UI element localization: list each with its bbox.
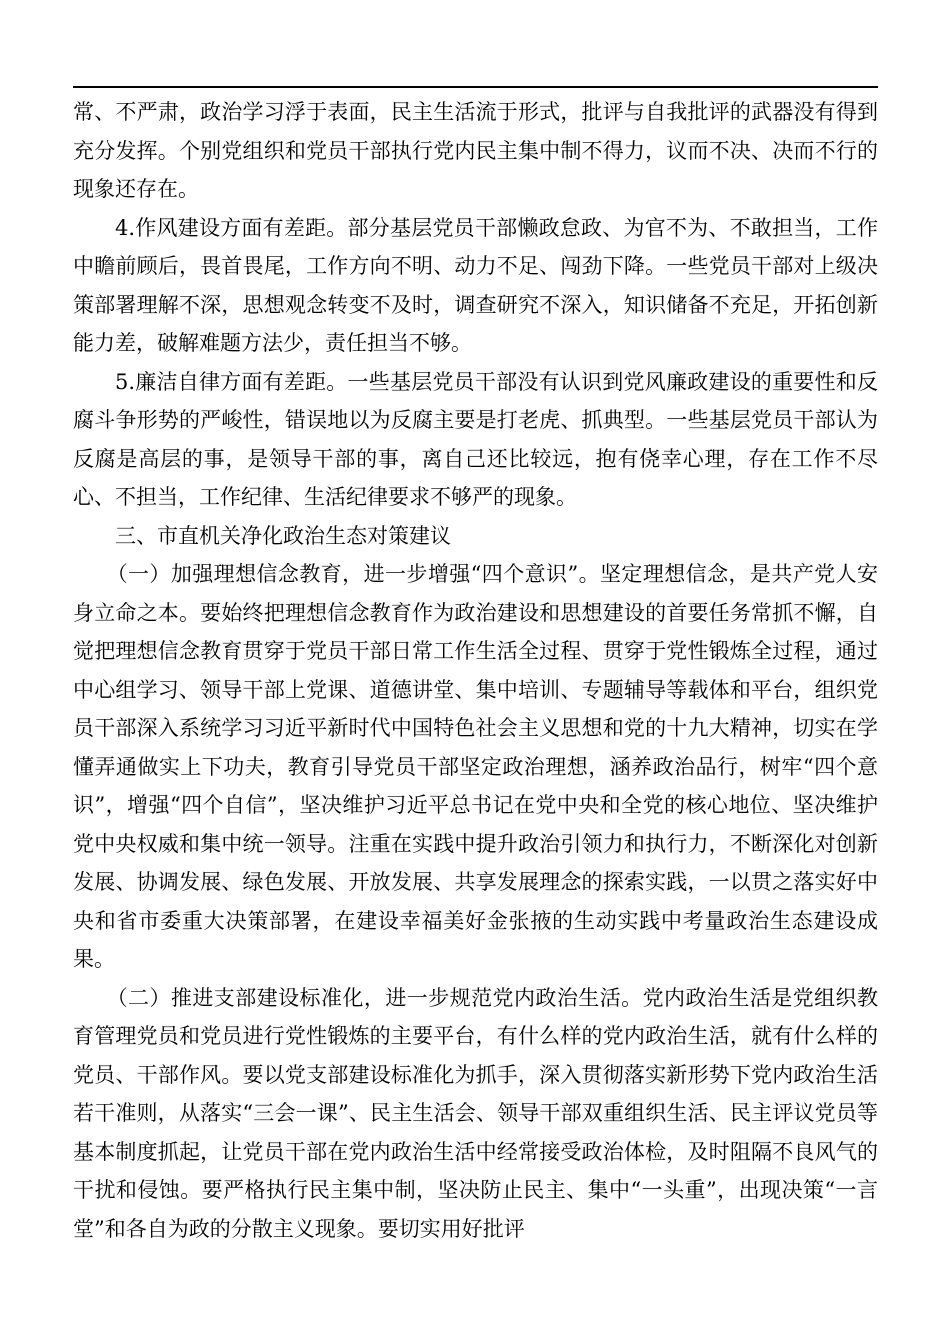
paragraph-item-4: 4.作风建设方面有差距。部分基层党员干部懒政怠政、为官不为、不敢担当，工作中瞻前顾后，畏首畏尾，工作方向不明、动力不足、闯劲下降。一些党员干部对上级决策部署理解不深，思想观念转变不及时，调查研究不深入，知识储备不充足，开拓创新能力差，破解难题方法少，责任担当不够。 [73, 215, 878, 355]
paragraph-subsection-2: （二）推进支部建设标准化，进一步规范党内政治生活。党内政治生活是党组织教育管理党员和党员进行党性锻炼的主要平台，有什么样的党内政治生活，就有什么样的党员、干部作风。要以党支部建设标准化为抓手，深入贯彻落实新形势下党内政治生活若干准则，从落实“三会一课”、民主生活会、领导干部双重组织生活、民主评议党员等基本制度抓起，让党员干部在党内政治生活中经常接受政治体检，及时阻隔不良风气的干扰和侵蚀。要严格执行民主集中制，坚决防止民主、集中“一头重”，出现决策“一言堂”和各自为政的分散主义现象。要切实用好批评 [73, 985, 878, 1241]
section-heading-3: 三、市直机关净化政治生态对策建议 [115, 523, 451, 548]
header-rule [73, 86, 878, 88]
paragraph-item-5: 5.廉洁自律方面有差距。一些基层党员干部没有认识到党风廉政建设的重要性和反腐斗争形势的严峻性，错误地以为反腐主要是打老虎、抓典型。一些基层党员干部认为反腐是高层的事，是领导干部的事，离自己还比较远，抱有侥幸心理，存在工作不尽心、不担当，工作纪律、生活纪律要求不够严的现象。 [73, 369, 878, 509]
document-body [73, 93, 878, 1248]
paragraph-continued: 常、不严肃，政治学习浮于表面，民主生活流于形式，批评与自我批评的武器没有得到充分发挥。个别党组织和党员干部执行党内民主集中制不得力，议而不决、决而不行的现象还存在。 [73, 100, 878, 201]
paragraph-subsection-1: （一）加强理想信念教育，进一步增强“四个意识”。坚定理想信念，是共产党人安身立命之本。要始终把理想信念教育作为政治建设和思想建设的首要任务常抓不懈，自觉把理想信念教育贯穿于党员干部日常工作生活全过程、贯穿于党性锻炼全过程，通过中心组学习、领导干部上党课、道德讲堂、集中培训、专题辅导等载体和平台，组织党员干部深入系统学习习近平新时代中国特色社会主义思想和党的十九大精神，切实在学懂弄通做实上下功夫，教育引导党员干部坚定政治理想，涵养政治品行，树牢“四个意识”，增强“四个自信”，坚决维护习近平总书记在党中央和全党的核心地位、坚决维护党中央权威和集中统一领导。注重在实践中提升政治引领力和执行力，不断深化对创新发展、协调发展、绿色发展、开放发展、共享发展理念的探索实践，一以贯之落实好中央和省市委重大决策部署，在建设幸福美好金张掖的生动实践中考量政治生态建设成果。 [73, 562, 878, 971]
